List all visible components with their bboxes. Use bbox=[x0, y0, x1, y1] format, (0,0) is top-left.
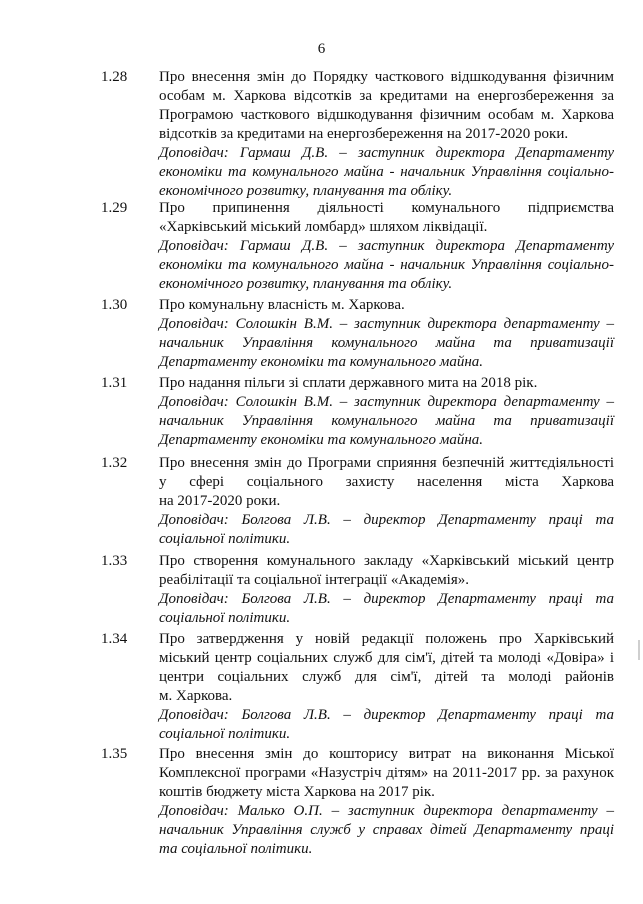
item-title-line: у сфері соціального захисту населення міста Харкова bbox=[159, 474, 614, 490]
scan-edge-mark bbox=[638, 640, 640, 660]
item-speaker-line: Доповідач: Болгова Л.В. – директор Департаменту праці та bbox=[159, 512, 614, 528]
item-title-line: Про внесення змін до Програми сприяння безпечній життєдіяльності bbox=[159, 455, 614, 471]
item-speaker-line: начальник Управління комунального майна та приватизації bbox=[159, 413, 614, 429]
item-title-line: Про створення комунального закладу «Харківський міський центр bbox=[159, 553, 614, 569]
item-number: 1.35 bbox=[101, 746, 128, 762]
item-title-line: Про затвердження у новій редакції положень про Харківський bbox=[159, 631, 614, 647]
item-speaker-line: Доповідач: Болгова Л.В. – директор Департаменту праці та bbox=[159, 591, 614, 607]
item-title-line: м. Харкова. bbox=[159, 688, 233, 704]
item-number: 1.33 bbox=[101, 553, 128, 569]
item-number: 1.30 bbox=[101, 297, 128, 313]
page-number: 6 bbox=[317, 41, 326, 57]
item-speaker: Доповідач: Гармаш Д.В. – заступник директора Департаменту економіки та комунального майна - начальник Управління соціально-економічного розвитку, планування та обліку. bbox=[159, 145, 614, 199]
item-title: Про внесення змін до Порядку часткового відшкодування фізичним особам м. Харкова відсотків за кредитами на енергозбереження за Програмою часткового відшкодування фізичним особам м. Харкова відсотків за кредитами на енергозбереження на 2017-2020 роки. bbox=[159, 69, 614, 142]
item-title-line: коштів бюджету міста Харкова на 2017 рік. bbox=[159, 784, 435, 800]
item-number: 1.28 bbox=[101, 69, 128, 85]
item-title-line: Про внесення змін до кошторису витрат на виконання Міської bbox=[159, 746, 614, 762]
item-speaker-line: Департаменту економіки та комунального майна. bbox=[159, 354, 484, 370]
item-speaker-line: соціальної політики. bbox=[159, 531, 291, 547]
item-speaker-line: Департаменту економіки та комунального майна. bbox=[159, 432, 484, 448]
item-number: 1.29 bbox=[101, 200, 128, 216]
item-speaker-line: начальник Управління служб у справах дітей Департаменту праці bbox=[159, 822, 614, 838]
item-body bbox=[159, 296, 614, 372]
item-speaker-line: Доповідач: Солошкін В.М. – заступник директора департаменту – bbox=[159, 394, 614, 410]
item-body bbox=[159, 454, 614, 549]
item-number: 1.32 bbox=[101, 455, 128, 471]
item-title-line: «Харківський міський ломбард» шляхом ліквідації. bbox=[159, 219, 488, 235]
item-speaker-line: соціальної політики. bbox=[159, 726, 291, 742]
item-title-line: міський центр соціальних служб для сім'ї, дітей та молоді «Довіра» і bbox=[159, 650, 614, 666]
item-title-line: Про припинення діяльності комунального підприємства bbox=[159, 200, 614, 216]
item-body bbox=[159, 630, 614, 744]
item-title-line: центри соціальних служб для сім'ї, дітей та молоді районів bbox=[159, 669, 614, 685]
item-title: Про надання пільги зі сплати державного мита на 2018 рік. bbox=[159, 375, 538, 391]
item-body bbox=[159, 68, 614, 201]
item-body bbox=[159, 552, 614, 628]
item-title: Про комунальну власність м. Харкова. bbox=[159, 297, 405, 313]
item-body bbox=[159, 199, 614, 294]
item-speaker-line: та соціальної політики. bbox=[159, 841, 313, 857]
item-speaker-line: соціальної політики. bbox=[159, 610, 291, 626]
item-number: 1.34 bbox=[101, 631, 128, 647]
item-body bbox=[159, 374, 614, 450]
item-title-line: Комплексної програми «Назустріч дітям» на 2011-2017 рр. за рахунок bbox=[159, 765, 614, 781]
item-speaker: Доповідач: Гармаш Д.В. – заступник директора Департаменту економіки та комунального майна - начальник Управління соціально-економічного розвитку, планування та обліку. bbox=[159, 238, 614, 292]
item-speaker-line: Доповідач: Солошкін В.М. – заступник директора департаменту – bbox=[159, 316, 614, 332]
item-speaker-line: Доповідач: Малько О.П. – заступник директора департаменту – bbox=[159, 803, 614, 819]
item-title-line: реабілітації та соціальної інтеграції «Академія». bbox=[159, 572, 469, 588]
item-speaker-line: Доповідач: Болгова Л.В. – директор Департаменту праці та bbox=[159, 707, 614, 723]
item-number: 1.31 bbox=[101, 375, 128, 391]
item-title-line: на 2017-2020 роки. bbox=[159, 493, 281, 509]
item-speaker-line: начальник Управління комунального майна та приватизації bbox=[159, 335, 614, 351]
item-body bbox=[159, 745, 614, 859]
